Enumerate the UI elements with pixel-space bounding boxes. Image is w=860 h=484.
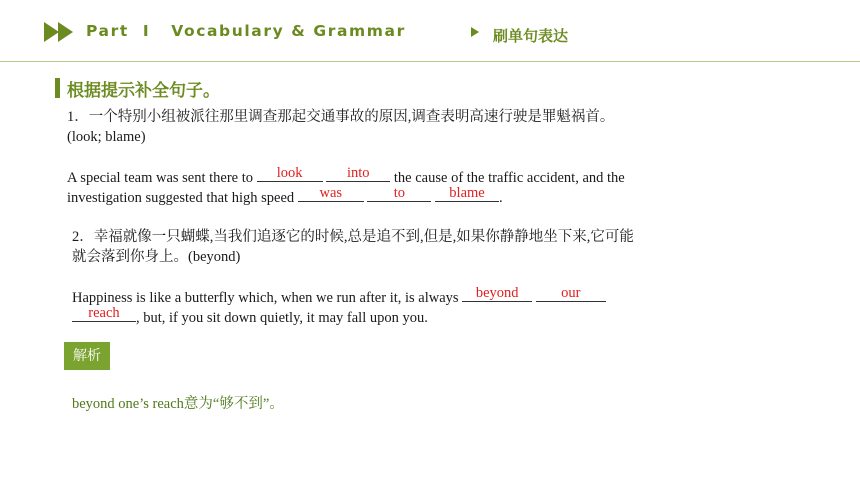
q1-answer-2: into [347,165,370,181]
part-title: Part Ⅰ Vocabulary & Grammar [86,22,406,40]
q2-text-b: , but, if you sit down quietly, it may fall upon you. [136,310,428,326]
q1-chinese: 1．一个特别小组被派往那里调查那起交通事故的原因,调查表明高速行驶是罪魁祸首。 [67,109,615,125]
q1-hint: (look; blame) [67,129,146,145]
q1-english-line1 [67,167,625,187]
q2-blank-1 [462,287,532,302]
double-play-icon [44,22,76,42]
q2-blank-2 [536,287,606,302]
q1-blank-3 [298,187,364,202]
instruction-heading: 根据提示补全句子。 [67,81,220,101]
q2-answer-1: beyond [475,285,519,301]
q1-text-b: the cause of the traffic accident, and the [390,170,625,186]
q1-text-c: investigation suggested that high speed [67,190,298,206]
q1-blank-2 [326,167,390,182]
q2-blank-3 [72,307,136,322]
q2-text-a: Happiness is like a butterfly which, when we run after it, is always [72,290,463,306]
heading-bar [55,78,60,98]
q1-blank-4 [367,187,431,202]
q1-answer-3: was [319,185,343,201]
q2-answer-3: reach [88,305,120,321]
q1-text-a: A special team was sent there to [67,170,257,186]
q1-blank-5 [435,187,499,202]
q1-blank-1 [257,167,323,182]
section-tag: 刷单句表达 [493,27,569,45]
q1-answer-1: look [276,165,303,181]
analysis-text: beyond one’s reach意为“够不到”。 [72,396,284,412]
q1-english-line2 [67,187,503,207]
q2-chinese-line2: 就会落到你身上。(beyond) [72,249,241,265]
q1-answer-4: to [393,185,406,201]
analysis-button[interactable]: 解析 [64,342,110,370]
header-divider [0,61,860,62]
q2-answer-2: our [561,285,581,301]
q2-english-line1 [72,287,606,307]
q2-chinese-line1: 2．幸福就像一只蝴蝶,当我们追逐它的时候,总是追不到,但是,如果你静静地坐下来,它可能 [72,229,634,245]
triangle-right-icon [471,27,479,37]
q1-period: . [499,190,503,206]
q1-answer-5: blame [449,185,485,201]
q2-english-line2 [72,307,428,327]
